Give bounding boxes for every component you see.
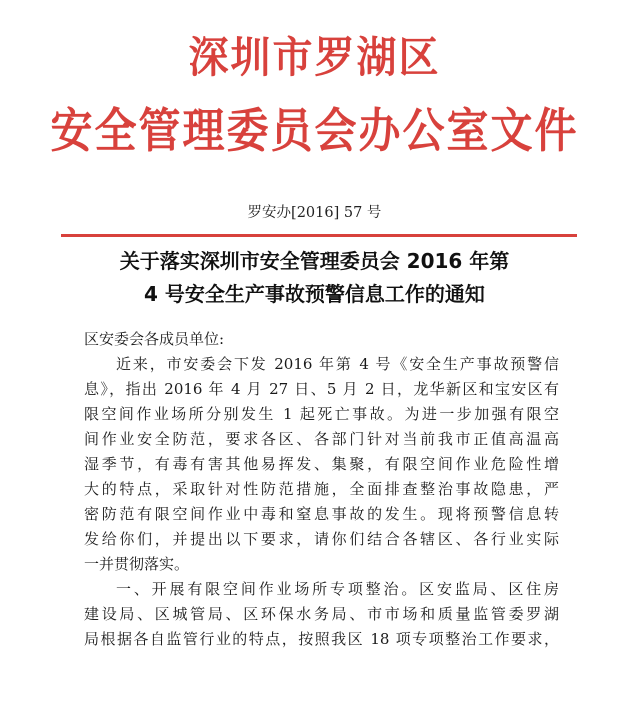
body-paragraph-line: 近来，市安委会下发 2016 年第 4 号《安全生产事故预警信 <box>116 355 559 373</box>
body-paragraph-line: 建设局、区城管局、区环保水务局、市市场和质量监管委罗湖 <box>84 605 559 623</box>
body-paragraph-line: 息》，指出 2016 年 4 月 27 日、5 月 2 日，龙华新区和宝安区有 <box>84 380 559 398</box>
body-paragraph-line: 大的特点，采取针对性防范措施，全面排查整治事故隐患，严 <box>84 480 559 498</box>
body-paragraph-line: 湿季节，有毒有害其他易挥发、集聚，有限空间作业危险性增 <box>84 455 559 473</box>
body-paragraph-line: 间作业安全防范，要求各区、各部门针对当前我市正值高温高 <box>84 430 559 448</box>
document-title-line1: 关于落实深圳市安全管理委员会 2016 年第 <box>119 249 510 273</box>
body-paragraph-line: 局根据各自监管行业的特点，按照我区 18 项专项整治工作要求， <box>84 630 559 648</box>
body-paragraph-line: 一、开展有限空间作业场所专项整治。区安监局、区住房 <box>116 580 559 598</box>
document-title-line2: 4 号安全生产事故预警信息工作的通知 <box>144 282 485 306</box>
issuer-name-line2: 安全管理委员会办公室文件 <box>50 103 579 159</box>
body-paragraph-line: 密防范有限空间作业中毒和窒息事故的发生。现将预警信息转 <box>84 505 559 523</box>
body-paragraph-line: 发给你们，并提出以下要求，请你们结合各辖区、各行业实际 <box>84 530 559 548</box>
salutation: 区安委会各成员单位: <box>84 330 225 348</box>
red-divider-rule <box>61 234 577 237</box>
body-paragraph-line: 限空间作业场所分别发生 1 起死亡事故。为进一步加强有限空 <box>84 405 559 423</box>
body-paragraph-line: 一并贯彻落实。 <box>84 555 190 573</box>
issuer-name-line1: 深圳市罗湖区 <box>188 32 441 83</box>
document-number: 罗安办[2016] 57 号 <box>247 205 382 221</box>
